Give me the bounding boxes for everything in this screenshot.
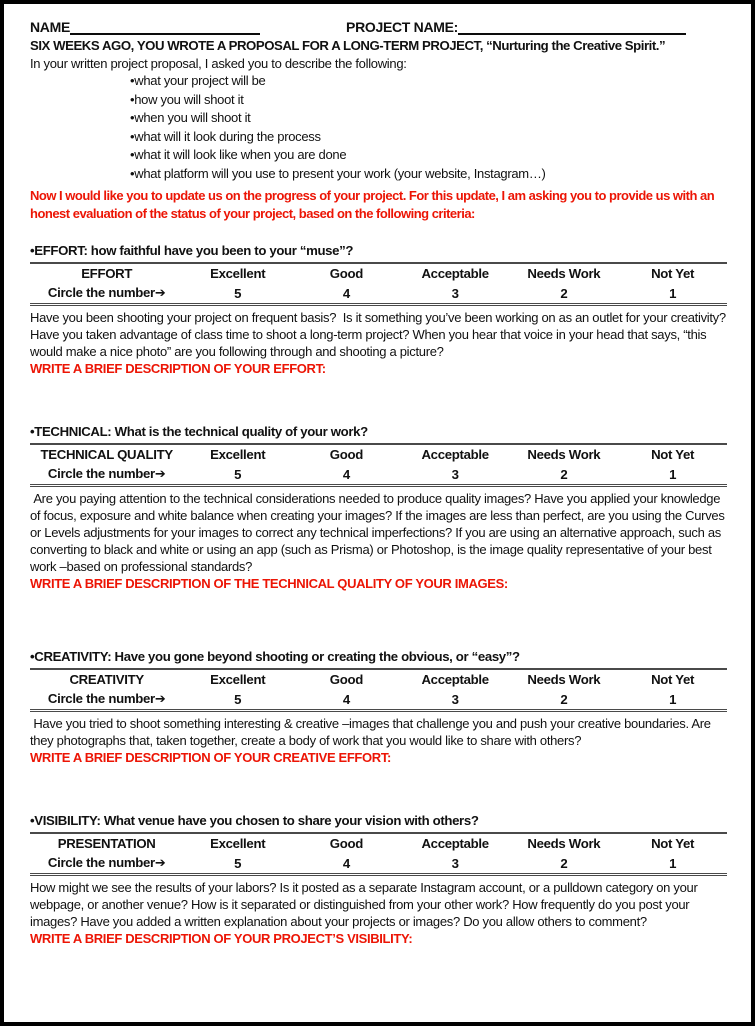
rubric-number: 4	[342, 691, 350, 707]
name-project-row	[30, 16, 727, 35]
right-arrow-icon: ➔	[154, 856, 166, 871]
circle-the-number-label	[30, 853, 183, 875]
criteria-section	[30, 812, 727, 1003]
list-item: •what it will look like when you are done	[130, 147, 347, 162]
write-description-prompt: WRITE A BRIEF DESCRIPTION OF THE TECHNICAL QUALITY OF YOUR IMAGES:	[30, 576, 508, 591]
list-item: •what your project will be	[130, 73, 266, 88]
rubric-col-header: Not Yet	[651, 266, 695, 281]
rubric-col-header: Good	[329, 447, 364, 462]
rubric-number-row	[30, 853, 727, 875]
circle-label-text: Circle the number	[47, 691, 155, 706]
circle-label-text: Circle the number	[47, 466, 155, 481]
rubric-number: 2	[560, 466, 568, 482]
rubric-number: 5	[234, 691, 242, 707]
right-arrow-icon: ➔	[154, 467, 166, 482]
rubric-number: 3	[451, 855, 459, 871]
rubric-number-row	[30, 689, 727, 711]
rubric-number: 3	[451, 285, 459, 301]
rubric-col-header: Good	[329, 672, 364, 687]
rubric-number: 2	[560, 691, 568, 707]
rubric-col-header: Needs Work	[527, 447, 601, 462]
rubric-col-header: Excellent	[210, 447, 266, 462]
rubric-number: 3	[451, 466, 459, 482]
rubric-number: 1	[669, 466, 677, 482]
rubric-col-header: Not Yet	[651, 836, 695, 851]
section-description: How might we see the results of your labors? Is it posted as a separate Instagram account, or a pulldown category on your webpage, or another venue? How is it separated or distinguished from your other work? How frequently do you post your images? Have you added a written explanation about your projects or images? Do you allow others to comment?	[30, 880, 701, 929]
circle-the-number-label	[30, 283, 183, 305]
rubric-number: 4	[342, 285, 350, 301]
rubric-row-label: CREATIVITY	[69, 672, 144, 687]
intro-paragraph: In your written project proposal, I asked you to describe the following:	[30, 56, 407, 71]
circle-label-text: Circle the number	[47, 285, 155, 300]
rubric-col-header: Acceptable	[421, 266, 489, 281]
name-label: NAME	[30, 19, 71, 35]
update-instructions: Now I would like you to update us on the progress of your project. For this update, I am asking you to provide us with an honest evaluation of the status of your project, based on the following criteria:	[30, 188, 715, 221]
right-arrow-icon: ➔	[154, 692, 166, 707]
rubric-col-header: Not Yet	[651, 672, 695, 687]
rubric-number: 5	[234, 466, 242, 482]
answer-writing-space	[30, 947, 727, 1003]
list-item: •what will it look during the process	[130, 128, 321, 144]
proposal-bullet-list	[130, 72, 727, 183]
section-description: Are you paying attention to the technical considerations needed to produce quality images? Have you applied your knowledge of focus, exposure and white balance when creating your images? If the images are less than perfect, are you using the Curves or Levels adjustments for your images to correct any technical imperfections? If you are using an alternative approach, such as converting to black and white or using an app (such as Prisma) or Photoshop, is the image quality representative of your best work –based on professional standards?	[30, 491, 728, 574]
rubric-table	[30, 443, 727, 487]
rubric-col-header: Needs Work	[527, 672, 601, 687]
rubric-table	[30, 832, 727, 876]
rubric-col-header: Acceptable	[421, 836, 489, 851]
list-item: •what platform will you use to present your work (your website, Instagram…)	[130, 165, 546, 181]
rubric-row-label: EFFORT	[81, 266, 133, 281]
rubric-col-header: Needs Work	[527, 836, 601, 851]
rubric-number: 1	[669, 691, 677, 707]
rubric-number: 1	[669, 285, 677, 301]
section-heading: •VISIBILITY: What venue have you chosen to share your vision with others?	[30, 813, 479, 828]
list-item: •how you will shoot it	[130, 91, 244, 107]
project-name-label: PROJECT NAME:	[346, 19, 459, 35]
rubric-col-header: Good	[329, 836, 364, 851]
list-item: •when you will shoot it	[130, 110, 251, 125]
criteria-sections	[30, 242, 733, 1003]
rubric-col-header: Acceptable	[421, 447, 489, 462]
rubric-col-header: Excellent	[210, 266, 266, 281]
rubric-header-row	[30, 263, 727, 283]
rubric-number: 5	[234, 855, 242, 871]
rubric-col-header: Needs Work	[527, 266, 601, 281]
write-description-prompt: WRITE A BRIEF DESCRIPTION OF YOUR EFFORT:	[30, 361, 326, 376]
rubric-col-header: Not Yet	[651, 447, 695, 462]
write-description-prompt: WRITE A BRIEF DESCRIPTION OF YOUR CREATIVE EFFORT:	[30, 750, 391, 765]
rubric-header-row	[30, 669, 727, 689]
section-heading: •EFFORT: how faithful have you been to your “muse”?	[30, 243, 354, 258]
answer-writing-space	[30, 377, 727, 423]
rubric-row-label: PRESENTATION	[57, 836, 156, 851]
rubric-col-header: Excellent	[210, 672, 266, 687]
right-arrow-icon: ➔	[154, 286, 166, 301]
rubric-col-header: Excellent	[210, 836, 266, 851]
rubric-number: 4	[342, 855, 350, 871]
rubric-number-row	[30, 283, 727, 305]
circle-the-number-label	[30, 689, 183, 711]
rubric-col-header: Acceptable	[421, 672, 489, 687]
name-blank-field	[70, 21, 260, 35]
answer-writing-space	[30, 592, 727, 648]
rubric-number: 2	[560, 855, 568, 871]
rubric-header-row	[30, 444, 727, 464]
section-heading: •TECHNICAL: What is the technical quality of your work?	[30, 424, 368, 439]
rubric-row-label: TECHNICAL QUALITY	[40, 447, 173, 462]
circle-the-number-label	[30, 464, 183, 486]
answer-writing-space	[30, 766, 727, 812]
project-name-blank-field	[458, 21, 686, 35]
rubric-number-row	[30, 464, 727, 486]
rubric-table	[30, 262, 727, 306]
circle-label-text: Circle the number	[47, 855, 155, 870]
rubric-col-header: Good	[329, 266, 364, 281]
rubric-table	[30, 668, 727, 712]
section-description: Have you been shooting your project on frequent basis? Is it something you’ve been working on as an outlet for your creativity? Have you taken advantage of class time to shoot a long-term project? When you hear that voice in your head that says, “this would make a nice photo” are you following through and shooting a picture?	[30, 310, 733, 359]
section-heading: •CREATIVITY: Have you gone beyond shooting or creating the obvious, or “easy”?	[30, 649, 520, 664]
rubric-number: 1	[669, 855, 677, 871]
criteria-section	[30, 648, 727, 812]
rubric-number: 2	[560, 285, 568, 301]
section-description: Have you tried to shoot something interesting & creative –images that challenge you and push your creative boundaries. Are they photographs that, taken together, create a body of work that you would like to share with others?	[30, 716, 715, 748]
rubric-header-row	[30, 833, 727, 853]
criteria-section	[30, 242, 733, 423]
document-title: SIX WEEKS AGO, YOU WROTE A PROPOSAL FOR A LONG-TERM PROJECT, “Nurturing the Creative Spirit.”	[30, 38, 666, 53]
rubric-number: 5	[234, 285, 242, 301]
write-description-prompt: WRITE A BRIEF DESCRIPTION OF YOUR PROJECT’S VISIBILITY:	[30, 931, 413, 946]
rubric-number: 3	[451, 691, 459, 707]
rubric-number: 4	[342, 466, 350, 482]
criteria-section	[30, 423, 727, 648]
